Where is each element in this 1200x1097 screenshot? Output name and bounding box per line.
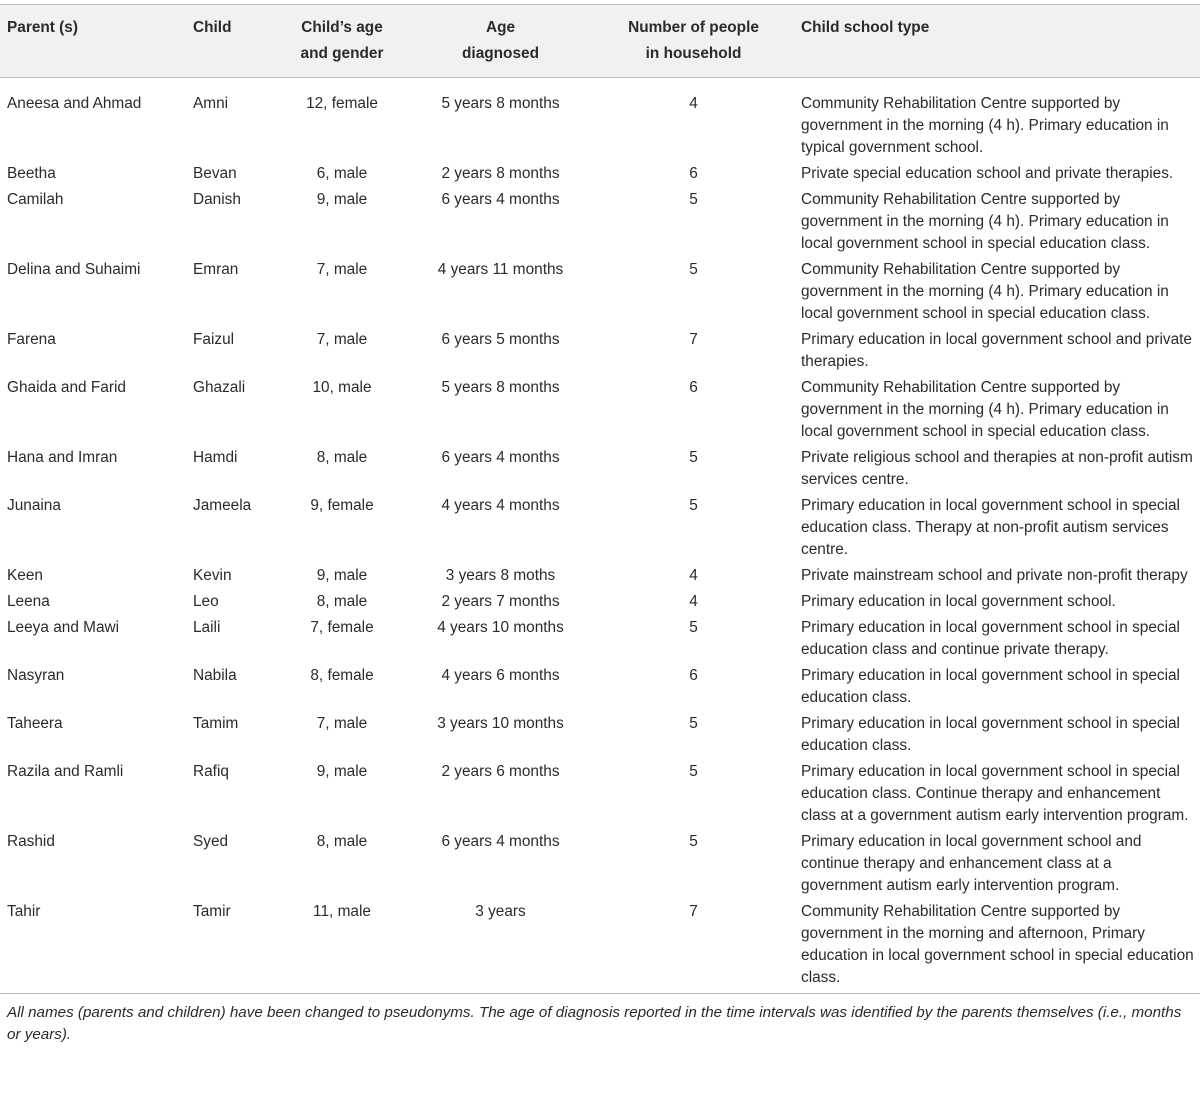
cell-parent: Razila and Ramli <box>7 763 124 780</box>
cell-age-diagnosed: 4 years 4 months <box>441 497 560 514</box>
cell-age-gender: 7, male <box>316 261 368 278</box>
cell-parent: Taheera <box>7 715 63 732</box>
cell-age-gender: 10, male <box>312 379 372 396</box>
cell-age-gender: 8, male <box>316 449 368 466</box>
header-child: Child <box>186 5 276 78</box>
header-age-gender <box>276 5 408 78</box>
cell-parent: Rashid <box>7 833 55 850</box>
cell-child: Faizul <box>193 331 235 348</box>
cell-school-type: Primary education in local government school in special education class. <box>801 715 1180 754</box>
table-row <box>0 78 1200 162</box>
cell-age-diagnosed: 3 years 8 moths <box>445 567 556 584</box>
cell-household: 6 <box>689 165 698 182</box>
header-age-gender-line2: and gender <box>300 45 384 62</box>
cell-parent: Ghaida and Farid <box>7 379 126 396</box>
table-row <box>0 615 1200 663</box>
cell-child: Laili <box>193 619 221 636</box>
cell-school-type: Community Rehabilitation Centre supported by government in the morning and afternoon, Primary education in local government school in special education class. <box>801 903 1194 986</box>
cell-child: Bevan <box>193 165 237 182</box>
cell-child: Emran <box>193 261 239 278</box>
cell-age-gender: 8, male <box>316 833 368 850</box>
cell-age-diagnosed: 6 years 5 months <box>441 331 560 348</box>
cell-household: 7 <box>689 331 698 348</box>
table-footnote: All names (parents and children) have been changed to pseudonyms. The age of diagnosis reported in the time intervals was identified by the parents themselves (i.e., months or years). <box>7 1004 1182 1043</box>
cell-age-gender: 9, male <box>316 763 368 780</box>
table-row <box>0 711 1200 759</box>
table-row <box>0 829 1200 899</box>
cell-school-type: Primary education in local government school. <box>801 593 1116 610</box>
cell-child: Amni <box>193 95 229 112</box>
participants-table-container <box>0 4 1200 1046</box>
cell-age-gender: 7, male <box>316 331 368 348</box>
cell-child: Hamdi <box>193 449 238 466</box>
cell-parent: Aneesa and Ahmad <box>7 95 142 112</box>
cell-child: Leo <box>193 593 219 610</box>
cell-school-type: Community Rehabilitation Centre supported by government in the morning (4 h). Primary education in local government school in special education class. <box>801 191 1169 252</box>
cell-household: 6 <box>689 667 698 684</box>
cell-child: Danish <box>193 191 241 208</box>
header-parent: Parent (s) <box>0 5 186 78</box>
header-diag-line1: Age <box>485 19 516 36</box>
header-diag-line2: diagnosed <box>462 45 539 62</box>
cell-child: Kevin <box>193 567 232 584</box>
header-age-diagnosed <box>408 5 593 78</box>
cell-child: Tamir <box>193 903 231 920</box>
participants-table <box>0 4 1200 993</box>
cell-age-diagnosed: 2 years 8 months <box>441 165 560 182</box>
cell-parent: Delina and Suhaimi <box>7 261 141 278</box>
cell-age-gender: 6, male <box>316 165 368 182</box>
table-row <box>0 493 1200 563</box>
cell-household: 5 <box>689 449 698 466</box>
cell-age-gender: 8, male <box>316 593 368 610</box>
header-household-line1: Number of people <box>628 19 759 36</box>
header-household-line2: in household <box>645 45 742 62</box>
cell-household: 5 <box>689 619 698 636</box>
cell-age-gender: 11, male <box>313 903 371 920</box>
cell-household: 5 <box>689 191 698 208</box>
cell-household: 7 <box>689 903 698 920</box>
table-body <box>0 78 1200 994</box>
cell-school-type: Community Rehabilitation Centre supported by government in the morning (4 h). Primary education in local government school in special education class. <box>801 379 1169 440</box>
cell-age-gender: 9, female <box>310 497 374 514</box>
table-row <box>0 759 1200 829</box>
table-row <box>0 445 1200 493</box>
cell-household: 4 <box>689 95 698 112</box>
cell-age-gender: 7, female <box>310 619 374 636</box>
table-row <box>0 589 1200 615</box>
cell-child: Jameela <box>193 497 252 514</box>
table-row <box>0 563 1200 589</box>
cell-age-gender: 9, male <box>316 567 368 584</box>
cell-parent: Camilah <box>7 191 64 208</box>
cell-age-diagnosed: 6 years 4 months <box>441 449 560 466</box>
cell-household: 6 <box>689 379 698 396</box>
cell-school-type: Primary education in local government school in special education class. Continue therapy and enhancement class at a government autism early intervention program. <box>801 763 1189 824</box>
cell-child: Syed <box>193 833 229 850</box>
cell-age-diagnosed: 6 years 4 months <box>441 833 560 850</box>
cell-child: Tamim <box>193 715 239 732</box>
cell-age-gender: 9, male <box>316 191 368 208</box>
cell-household: 5 <box>689 261 698 278</box>
cell-age-diagnosed: 4 years 11 months <box>437 261 564 278</box>
cell-school-type: Private special education school and private therapies. <box>801 165 1174 182</box>
cell-age-diagnosed: 2 years 7 months <box>441 593 560 610</box>
cell-school-type: Primary education in local government school in special education class. Therapy at non-profit autism services centre. <box>801 497 1180 558</box>
cell-age-diagnosed: 4 years 10 months <box>437 619 564 636</box>
table-row <box>0 161 1200 187</box>
cell-parent: Leena <box>7 593 50 610</box>
cell-age-diagnosed: 3 years 10 months <box>437 715 564 732</box>
table-row <box>0 663 1200 711</box>
cell-school-type: Community Rehabilitation Centre supported by government in the morning (4 h). Primary education in typical government school. <box>801 95 1169 156</box>
table-row <box>0 257 1200 327</box>
cell-age-diagnosed: 2 years 6 months <box>441 763 560 780</box>
cell-parent: Nasyran <box>7 667 65 684</box>
table-row <box>0 899 1200 993</box>
cell-school-type: Primary education in local government school in special education class and continue private therapy. <box>801 619 1180 658</box>
header-age-gender-line1: Child’s age <box>301 19 383 36</box>
cell-school-type: Private mainstream school and private non-profit therapy <box>801 567 1188 584</box>
table-row <box>0 187 1200 257</box>
cell-age-gender: 12, female <box>306 95 378 112</box>
cell-age-diagnosed: 5 years 8 months <box>441 95 560 112</box>
cell-age-gender: 8, female <box>310 667 374 684</box>
cell-household: 5 <box>689 715 698 732</box>
cell-age-diagnosed: 6 years 4 months <box>441 191 560 208</box>
cell-parent: Junaina <box>7 497 61 514</box>
cell-household: 4 <box>689 567 698 584</box>
cell-school-type: Private religious school and therapies at non-profit autism services centre. <box>801 449 1193 488</box>
cell-age-diagnosed: 4 years 6 months <box>441 667 560 684</box>
table-row <box>0 327 1200 375</box>
cell-child: Nabila <box>193 667 237 684</box>
cell-child: Ghazali <box>193 379 246 396</box>
table-header <box>0 5 1200 78</box>
cell-household: 5 <box>689 833 698 850</box>
cell-age-diagnosed: 3 years <box>475 903 526 920</box>
header-household <box>593 5 794 78</box>
cell-age-gender: 7, male <box>316 715 368 732</box>
cell-household: 4 <box>689 593 698 610</box>
cell-parent: Hana and Imran <box>7 449 118 466</box>
cell-parent: Beetha <box>7 165 56 182</box>
cell-child: Rafiq <box>193 763 229 780</box>
cell-parent: Keen <box>7 567 43 584</box>
cell-school-type: Primary education in local government school and continue therapy and enhancement class at a government autism early intervention program. <box>801 833 1142 894</box>
cell-school-type: Primary education in local government school and private therapies. <box>801 331 1192 370</box>
cell-household: 5 <box>689 763 698 780</box>
cell-school-type: Community Rehabilitation Centre supported by government in the morning (4 h). Primary education in local government school in special education class. <box>801 261 1169 322</box>
cell-parent: Tahir <box>7 903 41 920</box>
cell-parent: Farena <box>7 331 56 348</box>
cell-age-diagnosed: 5 years 8 months <box>441 379 560 396</box>
cell-school-type: Primary education in local government school in special education class. <box>801 667 1180 706</box>
cell-household: 5 <box>689 497 698 514</box>
cell-parent: Leeya and Mawi <box>7 619 120 636</box>
header-school-type: Child school type <box>794 5 1200 78</box>
table-row <box>0 375 1200 445</box>
header-row <box>0 5 1200 78</box>
